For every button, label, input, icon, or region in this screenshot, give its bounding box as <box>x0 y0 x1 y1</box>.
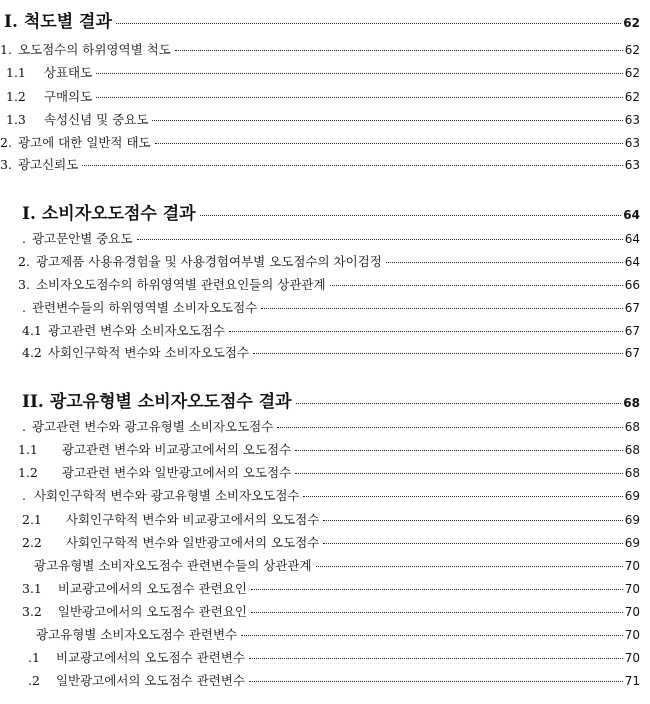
entry-title: 사회인구학적 변수와 광고유형별 소비자오도점수 <box>33 488 300 503</box>
entry-number: 2. <box>0 135 12 150</box>
entry-title: 광고제품 사용유경험율 및 사용경험여부별 오도점수의 차이검정 <box>35 254 382 269</box>
dot-leader <box>229 331 623 332</box>
entry-number: I. <box>4 12 18 32</box>
toc-entry <box>0 444 640 457</box>
toc-entry <box>0 394 640 411</box>
entry-title: 광고유형별 소비자오도점수 관련변수 <box>36 627 238 642</box>
dot-leader <box>251 612 623 613</box>
entry-number: 2.2 <box>22 535 42 550</box>
page-number: 68 <box>624 443 640 457</box>
dot-leader <box>155 143 623 144</box>
entry-number: .2 <box>28 673 40 688</box>
toc-entry <box>0 514 640 527</box>
entry-title: 소비자오도점수 결과 <box>41 204 196 224</box>
dot-leader <box>200 215 622 216</box>
page-number: 68 <box>623 396 640 410</box>
entry-number: II. <box>22 392 44 412</box>
entry-title: 사회인구학적 변수와 일반광고에서의 오도점수 <box>65 535 320 550</box>
page-number: 62 <box>623 16 640 30</box>
toc-entry <box>0 347 640 360</box>
dot-leader <box>261 308 622 309</box>
toc-entry <box>0 137 640 150</box>
toc-entry <box>0 606 640 619</box>
entry-number: 3. <box>18 277 30 292</box>
page-number: 63 <box>624 113 640 127</box>
page-number: 68 <box>624 420 640 434</box>
page-number: 64 <box>624 255 640 269</box>
page-number: 63 <box>624 136 640 150</box>
toc-entry <box>0 421 640 434</box>
dot-leader <box>175 50 623 51</box>
toc-entry <box>0 490 640 503</box>
toc-entry <box>0 537 640 550</box>
entry-title: 일반광고에서의 오도점수 관련요인 <box>57 604 247 619</box>
dot-leader <box>251 589 623 590</box>
toc-entry <box>0 67 640 80</box>
page-number: 70 <box>624 628 640 642</box>
entry-title: 상표태도 <box>43 65 93 80</box>
entry-title: 광고관련 변수와 비교광고에서의 오도점수 <box>61 442 292 457</box>
entry-number: 1. <box>0 42 12 57</box>
page-number: 69 <box>624 489 640 503</box>
entry-title: 광고관련 변수와 일반광고에서의 오도점수 <box>61 465 292 480</box>
toc-entry <box>0 159 640 172</box>
entry-title: 구매의도 <box>43 89 93 104</box>
dot-leader <box>386 262 623 263</box>
toc-entry <box>0 91 640 104</box>
dot-leader <box>295 473 623 474</box>
entry-number: . <box>22 231 26 246</box>
dot-leader <box>330 285 623 286</box>
entry-number: 1.2 <box>6 89 26 104</box>
page-number: 67 <box>624 324 640 338</box>
toc-entry <box>0 279 640 292</box>
entry-title: 비교광고에서의 오도점수 관련요인 <box>57 581 247 596</box>
entry-title: 관련변수들의 하위영역별 소비자오도점수 <box>31 300 258 315</box>
entry-title: 사회인구학적 변수와 비교광고에서의 오도점수 <box>65 512 320 527</box>
toc-entry <box>0 675 640 688</box>
page-number: 67 <box>624 301 640 315</box>
dot-leader <box>137 239 623 240</box>
entry-number: 1.3 <box>6 112 26 127</box>
entry-title: 광고유형별 소비자오도점수 결과 <box>49 392 292 412</box>
entry-title: 비교광고에서의 오도점수 관련변수 <box>55 650 246 665</box>
entry-number: 3. <box>0 157 12 172</box>
toc-entry <box>0 14 640 31</box>
dot-leader <box>249 681 623 682</box>
page-number: 69 <box>624 536 640 550</box>
dot-leader <box>116 23 621 24</box>
dot-leader <box>323 520 622 521</box>
page-number: 64 <box>623 208 640 222</box>
entry-number: 4.2 <box>22 345 42 360</box>
page-number: 70 <box>624 559 640 573</box>
entry-title: 일반광고에서의 오도점수 관련변수 <box>55 673 246 688</box>
toc-entry <box>0 44 640 57</box>
toc-entry <box>0 114 640 127</box>
entry-title: 광고신뢰도 <box>17 157 79 172</box>
entry-number: 1.2 <box>18 465 38 480</box>
toc-entry <box>0 302 640 315</box>
entry-number: 3.1 <box>22 581 42 596</box>
entry-number: 2. <box>18 254 30 269</box>
entry-number: 1.1 <box>6 65 26 80</box>
dot-leader <box>249 658 623 659</box>
entry-title: 속성신념 및 중요도 <box>43 112 149 127</box>
entry-title: 광고관련 변수와 소비자오도점수 <box>47 323 225 338</box>
toc-entry <box>0 256 640 269</box>
toc-entry <box>0 583 640 596</box>
entry-number: . <box>22 488 26 503</box>
page-number: 63 <box>624 158 640 172</box>
toc-entry <box>0 652 640 665</box>
entry-number: 3.2 <box>22 604 42 619</box>
page-number: 70 <box>624 582 640 596</box>
page-number: 68 <box>624 466 640 480</box>
toc-entry <box>0 629 640 642</box>
page-number: 62 <box>624 66 640 80</box>
entry-number: . <box>22 300 26 315</box>
entry-title: 광고관련 변수와 광고유형별 소비자오도점수 <box>31 419 274 434</box>
page-number: 70 <box>624 605 640 619</box>
entry-title: 광고유형별 소비자오도점수 관련변수들의 상관관계 <box>34 558 312 573</box>
entry-number: I. <box>22 204 36 224</box>
page-number: 69 <box>624 513 640 527</box>
page-number: 71 <box>624 674 640 688</box>
dot-leader <box>96 73 623 74</box>
toc-entry <box>0 467 640 480</box>
entry-number: 1.1 <box>18 442 38 457</box>
entry-number: . <box>22 419 26 434</box>
entry-title: 광고문안별 중요도 <box>31 231 133 246</box>
toc-entry <box>0 560 640 573</box>
page-number: 64 <box>624 232 640 246</box>
dot-leader <box>152 120 622 121</box>
entry-number: 4.1 <box>22 323 42 338</box>
toc-entry <box>0 206 640 223</box>
dot-leader <box>253 353 623 354</box>
entry-title: 오도점수의 하위영역별 척도 <box>17 42 171 57</box>
page-number: 67 <box>624 346 640 360</box>
dot-leader <box>303 496 622 497</box>
dot-leader <box>296 403 622 404</box>
entry-number: .1 <box>28 650 40 665</box>
dot-leader <box>82 165 622 166</box>
dot-leader <box>96 97 623 98</box>
page-number: 62 <box>624 43 640 57</box>
toc-entry <box>0 233 640 246</box>
entry-title: 사회인구학적 변수와 소비자오도점수 <box>47 345 250 360</box>
entry-number: 2.1 <box>22 512 42 527</box>
dot-leader <box>241 635 623 636</box>
entry-title: 광고에 대한 일반적 태도 <box>17 135 151 150</box>
dot-leader <box>316 566 623 567</box>
page-number: 62 <box>624 90 640 104</box>
toc-entry <box>0 325 640 338</box>
dot-leader <box>323 543 622 544</box>
dot-leader <box>295 450 623 451</box>
dot-leader <box>277 427 622 428</box>
page-number: 70 <box>624 651 640 665</box>
entry-title: 소비자오도점수의 하위영역별 관련요인들의 상관관계 <box>35 277 326 292</box>
page-number: 66 <box>624 278 640 292</box>
entry-title: 척도별 결과 <box>23 12 112 32</box>
